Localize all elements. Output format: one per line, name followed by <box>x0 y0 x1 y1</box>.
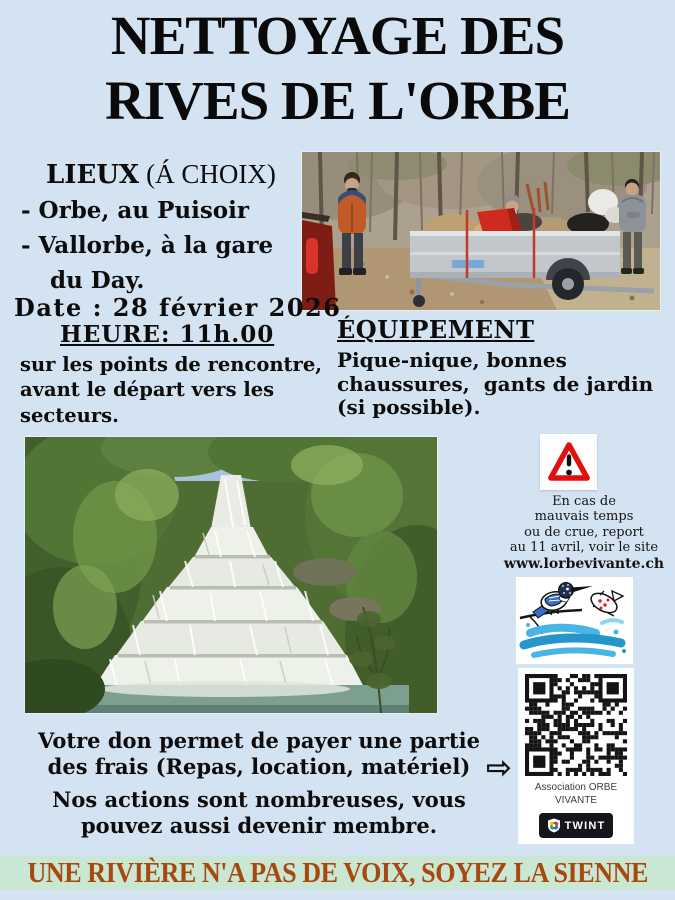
right-arrow-icon: ⇨ <box>486 750 512 786</box>
lieux-item-orbe: - Orbe, au Puisoir <box>21 197 249 224</box>
donation-line-3: Nos actions sont nombreuses, vous <box>52 787 466 813</box>
equipement-line-3: (si possible). <box>337 395 481 420</box>
lieux-heading-suffix: (Á CHOIX) <box>146 159 276 189</box>
qr-panel <box>518 668 634 844</box>
waterfall-illustration <box>25 437 437 713</box>
meeting-note-line-3: secteurs. <box>20 403 119 427</box>
trailer-photo-illustration <box>302 152 660 310</box>
equipement-line-1: Pique-nique, bonnes <box>337 348 567 372</box>
weather-line-2: mauvais temps <box>534 509 634 525</box>
title-line-1: NETTOYAGE DES <box>110 5 565 66</box>
donation-line-1: Votre don permet de payer une partie <box>38 728 480 753</box>
warning-triangle-icon <box>547 441 591 483</box>
meeting-note-line-2: avant le départ vers les <box>20 378 275 402</box>
donation-line-4: pouvez aussi devenir membre. <box>80 813 437 839</box>
donation-text <box>8 728 510 839</box>
qr-caption-line-2: VIVANTE <box>554 795 598 806</box>
heure-line: HEURE: 11h.00 <box>60 321 275 348</box>
page-title <box>0 4 675 134</box>
weather-notice <box>496 494 672 573</box>
weather-line-3: ou de crue, report <box>524 524 644 540</box>
equipement-heading: ÉQUIPEMENT <box>337 315 535 344</box>
equipement-line-2: chaussures, gants de jardin <box>337 371 654 396</box>
twint-badge <box>539 813 613 838</box>
warning-box <box>540 434 597 490</box>
waterfall-photo <box>25 437 437 713</box>
lieux-item-du-day: du Day. <box>50 267 145 294</box>
twint-label: TWINT <box>564 819 606 832</box>
lieux-heading-bold: LIEUX <box>46 160 140 190</box>
qr-code <box>525 674 627 776</box>
lieux-heading <box>46 159 276 190</box>
qr-caption-line-1: Association ORBE <box>534 782 618 793</box>
meeting-note <box>20 352 335 428</box>
lieux-item-vallorbe: - Vallorbe, à la gare <box>21 232 274 259</box>
association-logo-box <box>516 577 633 664</box>
slogan-banner <box>0 856 675 890</box>
meeting-note-line-1: sur les points de rencontre, <box>20 353 323 376</box>
slogan-text: UNE RIVIÈRE N'A PAS DE VOIX, SOYEZ LA SIENNE <box>27 856 648 889</box>
date-line: Date : 28 février 2026 <box>14 293 342 322</box>
website-url: www.lorbevivante.ch <box>503 556 665 573</box>
title-line-2: RIVES DE L'ORBE <box>105 69 570 131</box>
kingfisher-logo-icon <box>516 577 633 664</box>
weather-line-1: En cas de <box>552 494 616 509</box>
twint-logo-icon <box>547 818 561 833</box>
trailer-cleanup-photo <box>302 152 660 310</box>
equipement-text <box>337 349 669 420</box>
weather-line-4: au 11 avril, voir le site <box>509 539 659 555</box>
qr-caption <box>535 781 617 807</box>
donation-line-2: des frais (Repas, location, matériel) <box>47 754 471 780</box>
